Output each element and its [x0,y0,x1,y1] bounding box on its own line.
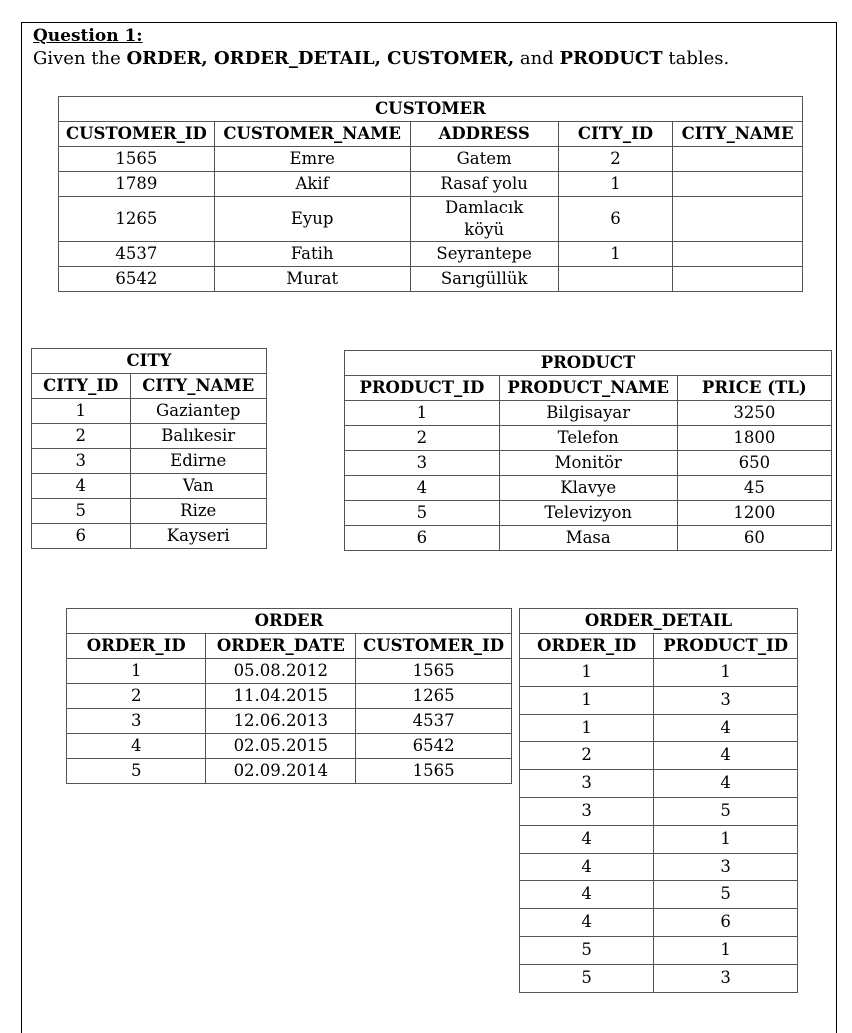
table-cell: Seyrantepe [410,242,558,267]
table-row [59,267,803,292]
table-cell: Telefon [499,426,677,451]
table-cell: 4 [654,742,798,770]
table-row [32,474,267,499]
column-header: ORDER_ID [67,634,206,659]
table-row [59,147,803,172]
table-cell [673,267,803,292]
table-row [520,770,798,798]
column-header: CITY_NAME [673,122,803,147]
header-row [59,122,803,147]
table-row [32,399,267,424]
table-row [520,964,798,992]
city-table [31,348,267,549]
table-row [520,936,798,964]
customer-table [58,96,803,292]
table-cell: 45 [677,476,831,501]
header-row [345,376,832,401]
table-cell: 2 [32,424,131,449]
table-caption: CUSTOMER [59,97,803,122]
table-cell: 05.08.2012 [206,659,356,684]
question-title: Question 1: [33,26,143,46]
table-cell: 60 [677,526,831,551]
table-cell: 3 [345,451,500,476]
header-row [520,634,798,659]
table-row [67,684,512,709]
table-cell: 1 [654,825,798,853]
column-header: PRODUCT_NAME [499,376,677,401]
table-cell: Gaziantep [130,399,267,424]
table-row [520,825,798,853]
table-cell: Gatem [410,147,558,172]
table-row [67,709,512,734]
table-cell: 6 [32,524,131,549]
table-cell: Televizyon [499,501,677,526]
table-cell: Sarıgüllük [410,267,558,292]
table-cell: 2 [558,147,672,172]
table-row [32,449,267,474]
table-cell: 5 [520,936,654,964]
order-detail-table [519,608,798,993]
column-header: CITY_NAME [130,374,267,399]
table-cell: Rize [130,499,267,524]
table-cell: Damlacık köyü [410,197,558,242]
column-header: ORDER_ID [520,634,654,659]
table-cell: 1565 [356,659,512,684]
column-header: PRODUCT_ID [345,376,500,401]
table-cell: Masa [499,526,677,551]
table-cell: 02.05.2015 [206,734,356,759]
table-cell: 1 [558,172,672,197]
column-header: CUSTOMER_NAME [214,122,410,147]
table-cell: Bilgisayar [499,401,677,426]
table-cell: 1 [654,936,798,964]
table-row [345,526,832,551]
table-caption: CITY [32,349,267,374]
table-cell: 3250 [677,401,831,426]
table-cell: 5 [345,501,500,526]
table-cell: 3 [520,770,654,798]
table-cell: 1265 [59,197,215,242]
table-caption: PRODUCT [345,351,832,376]
table-cell: Murat [214,267,410,292]
table-cell: 6542 [59,267,215,292]
table-cell: 1565 [59,147,215,172]
header-row [32,374,267,399]
column-header: ORDER_DATE [206,634,356,659]
table-cell [673,197,803,242]
column-header: ADDRESS [410,122,558,147]
city-caption-row [32,349,267,374]
table-cell: 2 [67,684,206,709]
table-cell: 650 [677,451,831,476]
table-cell: 5 [654,797,798,825]
header-row [67,634,512,659]
intro-tables: ORDER, ORDER_DETAIL, CUSTOMER, [126,48,515,69]
table-row [59,242,803,267]
table-row [67,759,512,784]
table-cell: 4 [345,476,500,501]
table-cell: 3 [654,686,798,714]
table-cell: Edirne [130,449,267,474]
column-header: CUSTOMER_ID [59,122,215,147]
table-cell: 4537 [356,709,512,734]
table-cell: 6 [654,909,798,937]
table-row [520,909,798,937]
column-header: PRODUCT_ID [654,634,798,659]
table-row [345,451,832,476]
table-row [520,742,798,770]
table-cell: 3 [67,709,206,734]
table-cell: 1 [345,401,500,426]
product-caption-row [345,351,832,376]
table-row [67,734,512,759]
table-cell: Fatih [214,242,410,267]
table-cell: 4 [67,734,206,759]
table-cell: 4 [654,714,798,742]
table-caption: ORDER_DETAIL [520,609,798,634]
table-row [32,424,267,449]
table-row [520,797,798,825]
table-cell: 5 [654,881,798,909]
table-row [32,524,267,549]
question-text [33,48,729,69]
column-header: CUSTOMER_ID [356,634,512,659]
table-cell: Van [130,474,267,499]
table-cell: 1 [520,714,654,742]
table-cell: 02.09.2014 [206,759,356,784]
table-cell: Klavye [499,476,677,501]
table-caption: ORDER [67,609,512,634]
intro-prefix: Given the [33,48,127,69]
table-cell [558,267,672,292]
column-header: CITY_ID [32,374,131,399]
table-cell: 6 [558,197,672,242]
table-cell: 4537 [59,242,215,267]
table-cell: Eyup [214,197,410,242]
table-cell: 6542 [356,734,512,759]
table-cell: 3 [32,449,131,474]
table-row [345,501,832,526]
table-cell: 2 [520,742,654,770]
table-cell: 3 [654,853,798,881]
order-table [66,608,512,784]
table-cell: 1565 [356,759,512,784]
table-cell [673,147,803,172]
intro-suffix: tables. [662,48,730,69]
table-row [59,172,803,197]
table-cell: 1800 [677,426,831,451]
table-row [32,499,267,524]
table-row [345,426,832,451]
column-header: CITY_ID [558,122,672,147]
table-cell: 1 [654,659,798,687]
table-cell: 1 [520,659,654,687]
table-cell: 3 [520,797,654,825]
table-cell: 1 [32,399,131,424]
intro-last: PRODUCT [559,48,663,69]
table-cell: 6 [345,526,500,551]
table-cell: 1 [558,242,672,267]
table-row [520,881,798,909]
table-cell: 1 [520,686,654,714]
table-cell: Monitör [499,451,677,476]
table-cell: 4 [520,825,654,853]
table-cell: 4 [654,770,798,798]
column-header: PRICE (TL) [677,376,831,401]
table-cell: 12.06.2013 [206,709,356,734]
table-row [67,659,512,684]
table-cell: 1 [67,659,206,684]
order-caption-row [67,609,512,634]
table-row [59,197,803,242]
table-row [520,659,798,687]
table-cell: 5 [520,964,654,992]
table-cell: 5 [32,499,131,524]
table-cell: Akif [214,172,410,197]
table-row [345,476,832,501]
table-row [520,853,798,881]
table-cell: 1789 [59,172,215,197]
table-cell: 11.04.2015 [206,684,356,709]
product-table [344,350,832,551]
table-cell: 2 [345,426,500,451]
table-cell: Emre [214,147,410,172]
table-cell: 3 [654,964,798,992]
table-cell: 4 [32,474,131,499]
table-row [345,401,832,426]
table-cell: 1265 [356,684,512,709]
customer-caption-row [59,97,803,122]
table-cell [673,172,803,197]
table-cell: 4 [520,909,654,937]
table-cell: 5 [67,759,206,784]
table-cell: Balıkesir [130,424,267,449]
intro-and: and [514,48,560,69]
table-cell: 4 [520,881,654,909]
table-cell: Rasaf yolu [410,172,558,197]
table-cell: 1200 [677,501,831,526]
table-row [520,686,798,714]
table-cell: 4 [520,853,654,881]
table-row [520,714,798,742]
order-detail-caption-row [520,609,798,634]
table-cell: Kayseri [130,524,267,549]
table-cell [673,242,803,267]
